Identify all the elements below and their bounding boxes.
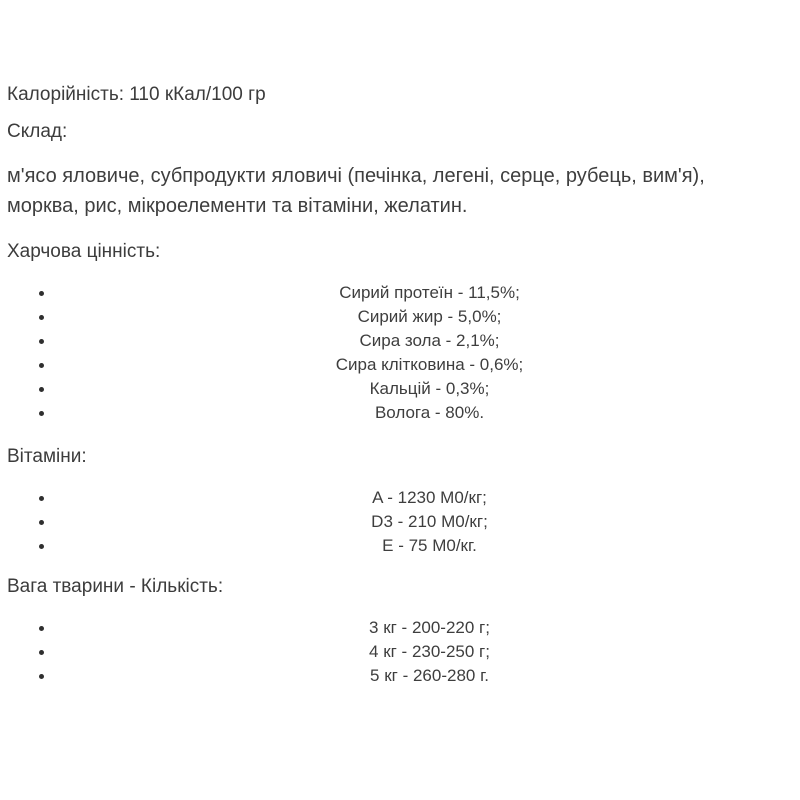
composition-heading: Склад: [7, 121, 68, 142]
vitamin-item-label: D3 - 210 М0/кг; [371, 512, 488, 531]
nutrition-item [67, 329, 792, 353]
nutrition-item [67, 401, 792, 425]
vitamin-item [67, 486, 792, 510]
nutrition-heading: Харчова цінність: [7, 241, 161, 262]
bullet-icon [39, 496, 44, 501]
nutrition-item-label: Сира клітковина - 0,6%; [335, 355, 524, 374]
vitamins-list [7, 486, 792, 558]
feeding-item-label: 5 кг - 260-280 г. [370, 666, 489, 685]
bullet-icon [39, 626, 44, 631]
feeding-item [67, 664, 792, 688]
vitamin-item-label: E - 75 М0/кг. [382, 536, 477, 555]
bullet-icon [39, 411, 44, 416]
calories-line: Калорійність: 110 кКал/100 гр [7, 84, 266, 105]
bullet-icon [39, 315, 44, 320]
nutrition-list [7, 281, 792, 425]
vitamin-item [67, 534, 792, 558]
nutrition-item-label: Сирий протеїн - 11,5%; [339, 283, 520, 302]
feeding-list [7, 616, 792, 688]
nutrition-item [67, 377, 792, 401]
feeding-item [67, 640, 792, 664]
bullet-icon [39, 363, 44, 368]
bullet-icon [39, 544, 44, 549]
vitamin-item [67, 510, 792, 534]
nutrition-item-label: Волога - 80%. [374, 403, 485, 422]
composition-paragraph [7, 161, 792, 221]
feeding-item-label: 3 кг - 200-220 г; [369, 618, 490, 637]
bullet-icon [39, 387, 44, 392]
feeding-item [67, 616, 792, 640]
feeding-heading: Вага тварини - Кількість: [7, 576, 224, 597]
feeding-item-label: 4 кг - 230-250 г; [369, 642, 490, 661]
vitamins-heading: Вітаміни: [7, 446, 87, 467]
bullet-icon [39, 291, 44, 296]
nutrition-item-label: Сира зола - 2,1%; [359, 331, 500, 350]
bullet-icon [39, 520, 44, 525]
composition-line: морква, рис, мікроелементи та вітаміни, желатин. [7, 195, 468, 217]
bullet-icon [39, 339, 44, 344]
nutrition-item [67, 353, 792, 377]
nutrition-item [67, 281, 792, 305]
composition-line: м'ясо яловиче, субпродукти яловичі (печінка, легені, серце, рубець, вим'я), [7, 165, 705, 187]
bullet-icon [39, 674, 44, 679]
nutrition-item [67, 305, 792, 329]
bullet-icon [39, 650, 44, 655]
nutrition-item-label: Сирий жир - 5,0%; [357, 307, 502, 326]
vitamin-item-label: A - 1230 М0/кг; [372, 488, 487, 507]
nutrition-item-label: Кальцій - 0,3%; [369, 379, 490, 398]
